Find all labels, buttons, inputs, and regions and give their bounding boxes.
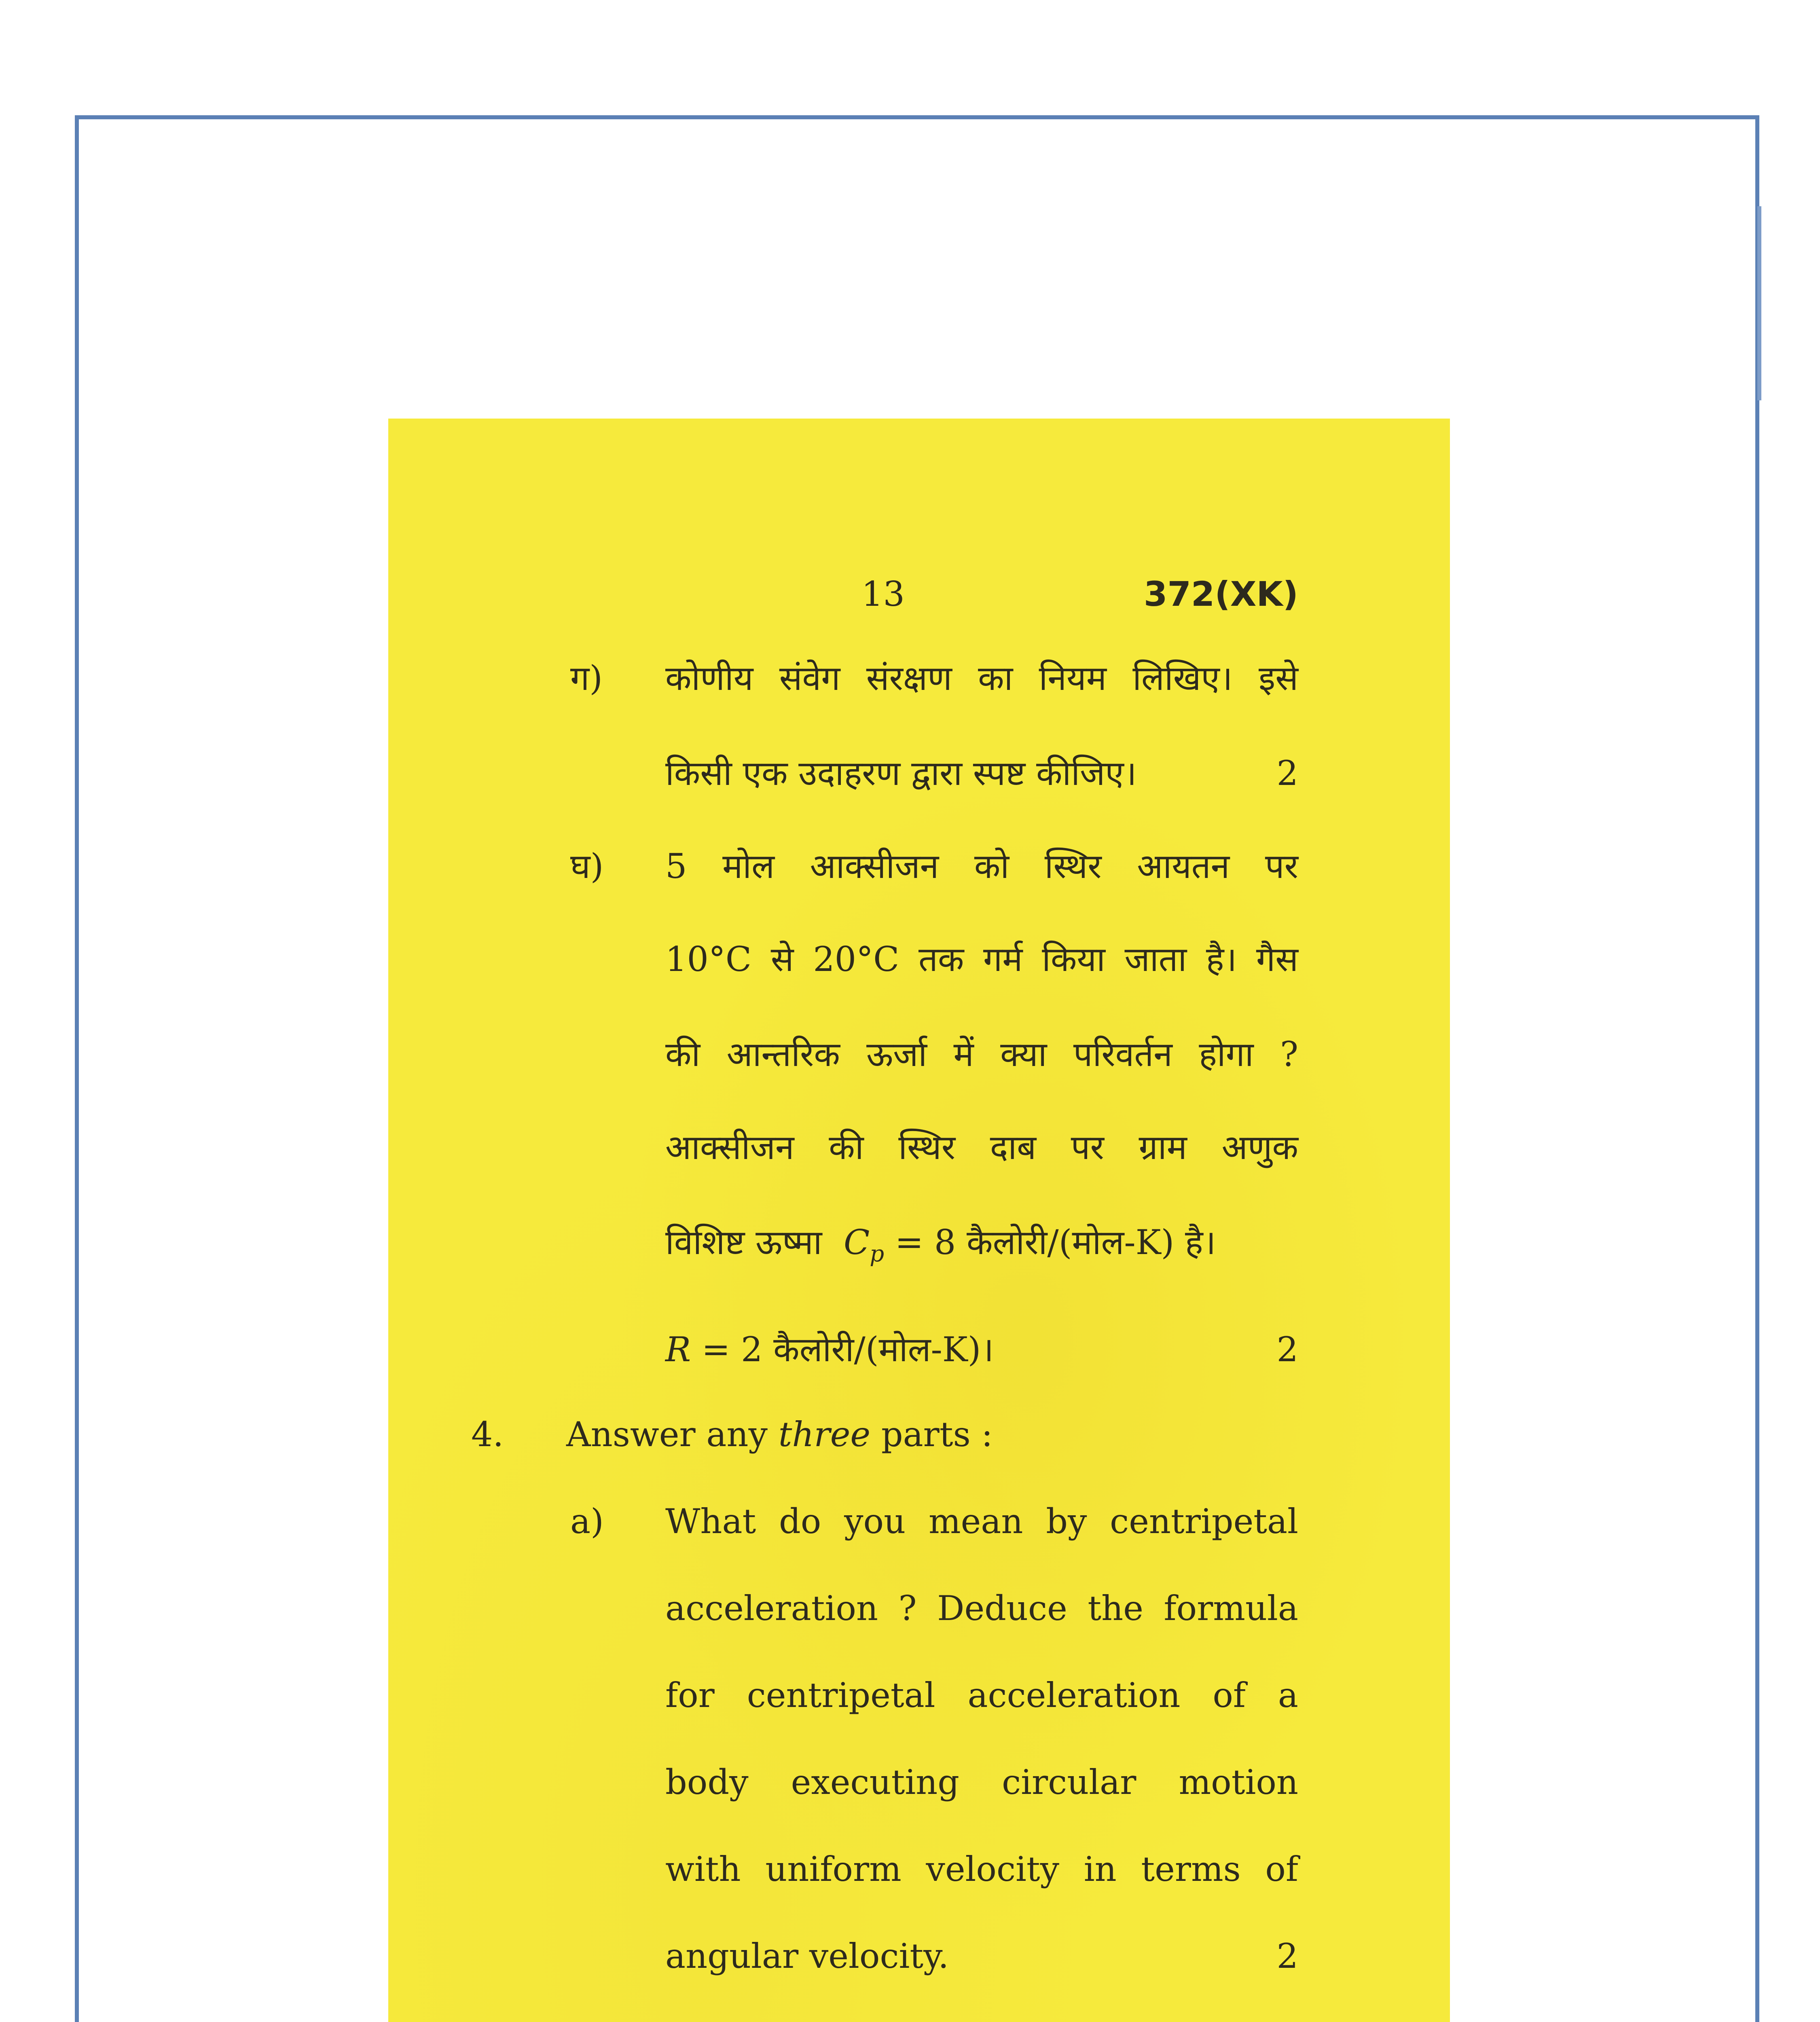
symbol-r: R bbox=[665, 1330, 691, 1369]
question-text: कोणीय संवेग संरक्षण का नियम लिखिए। इसे bbox=[665, 658, 1298, 698]
marks: 2 bbox=[1276, 1936, 1298, 1976]
question-text: किसी एक उदाहरण द्वारा स्पष्ट कीजिए। bbox=[665, 753, 1137, 793]
text-segment: = 2 कैलोरी/(मोल-K)। bbox=[701, 1330, 994, 1369]
marks: 2 bbox=[1276, 1330, 1298, 1369]
text-emphasis: three bbox=[778, 1415, 871, 1454]
question-text bbox=[665, 1330, 1187, 1369]
question-text bbox=[566, 1415, 993, 1454]
text-segment: parts : bbox=[881, 1415, 993, 1454]
text-segment: विशिष्ट ऊष्मा bbox=[665, 1223, 822, 1262]
question-text: आक्सीजन की स्थिर दाब पर ग्राम अणुक bbox=[665, 1127, 1298, 1167]
question-text: 5 मोल आक्सीजन को स्थिर आयतन पर bbox=[665, 846, 1298, 886]
text-segment: = 8 कैलोरी/(मोल-K) है। bbox=[895, 1223, 1216, 1262]
paper-code: 372(XK) bbox=[1144, 574, 1298, 614]
question-label: घ) bbox=[570, 846, 604, 886]
question-text: with uniform velocity in terms of bbox=[665, 1849, 1298, 1889]
question-text: angular velocity. bbox=[665, 1936, 949, 1976]
question-text: acceleration ? Deduce the formula bbox=[665, 1588, 1298, 1628]
text-segment: Answer any bbox=[566, 1415, 768, 1454]
question-text: What do you mean by centripetal bbox=[665, 1502, 1298, 1541]
question-text: for centripetal acceleration of a bbox=[665, 1675, 1298, 1715]
question-label: ग) bbox=[570, 658, 603, 698]
symbol-cp: C bbox=[843, 1223, 870, 1262]
question-number: 4. bbox=[471, 1415, 504, 1454]
question-label: a) bbox=[570, 1502, 604, 1541]
question-text bbox=[665, 1225, 1298, 1265]
symbol-subscript: p bbox=[870, 1241, 885, 1267]
page-number: 13 bbox=[861, 574, 905, 614]
exam-sheet bbox=[388, 419, 1450, 2022]
question-text: की आन्तरिक ऊर्जा में क्या परिवर्तन होगा ? bbox=[665, 1034, 1298, 1074]
question-text: body executing circular motion bbox=[665, 1762, 1298, 1802]
border-accent bbox=[1757, 206, 1761, 400]
marks: 2 bbox=[1276, 753, 1298, 793]
question-text: 10°C से 20°C तक गर्म किया जाता है। गैस bbox=[665, 939, 1298, 979]
sheet-header bbox=[388, 574, 1450, 614]
